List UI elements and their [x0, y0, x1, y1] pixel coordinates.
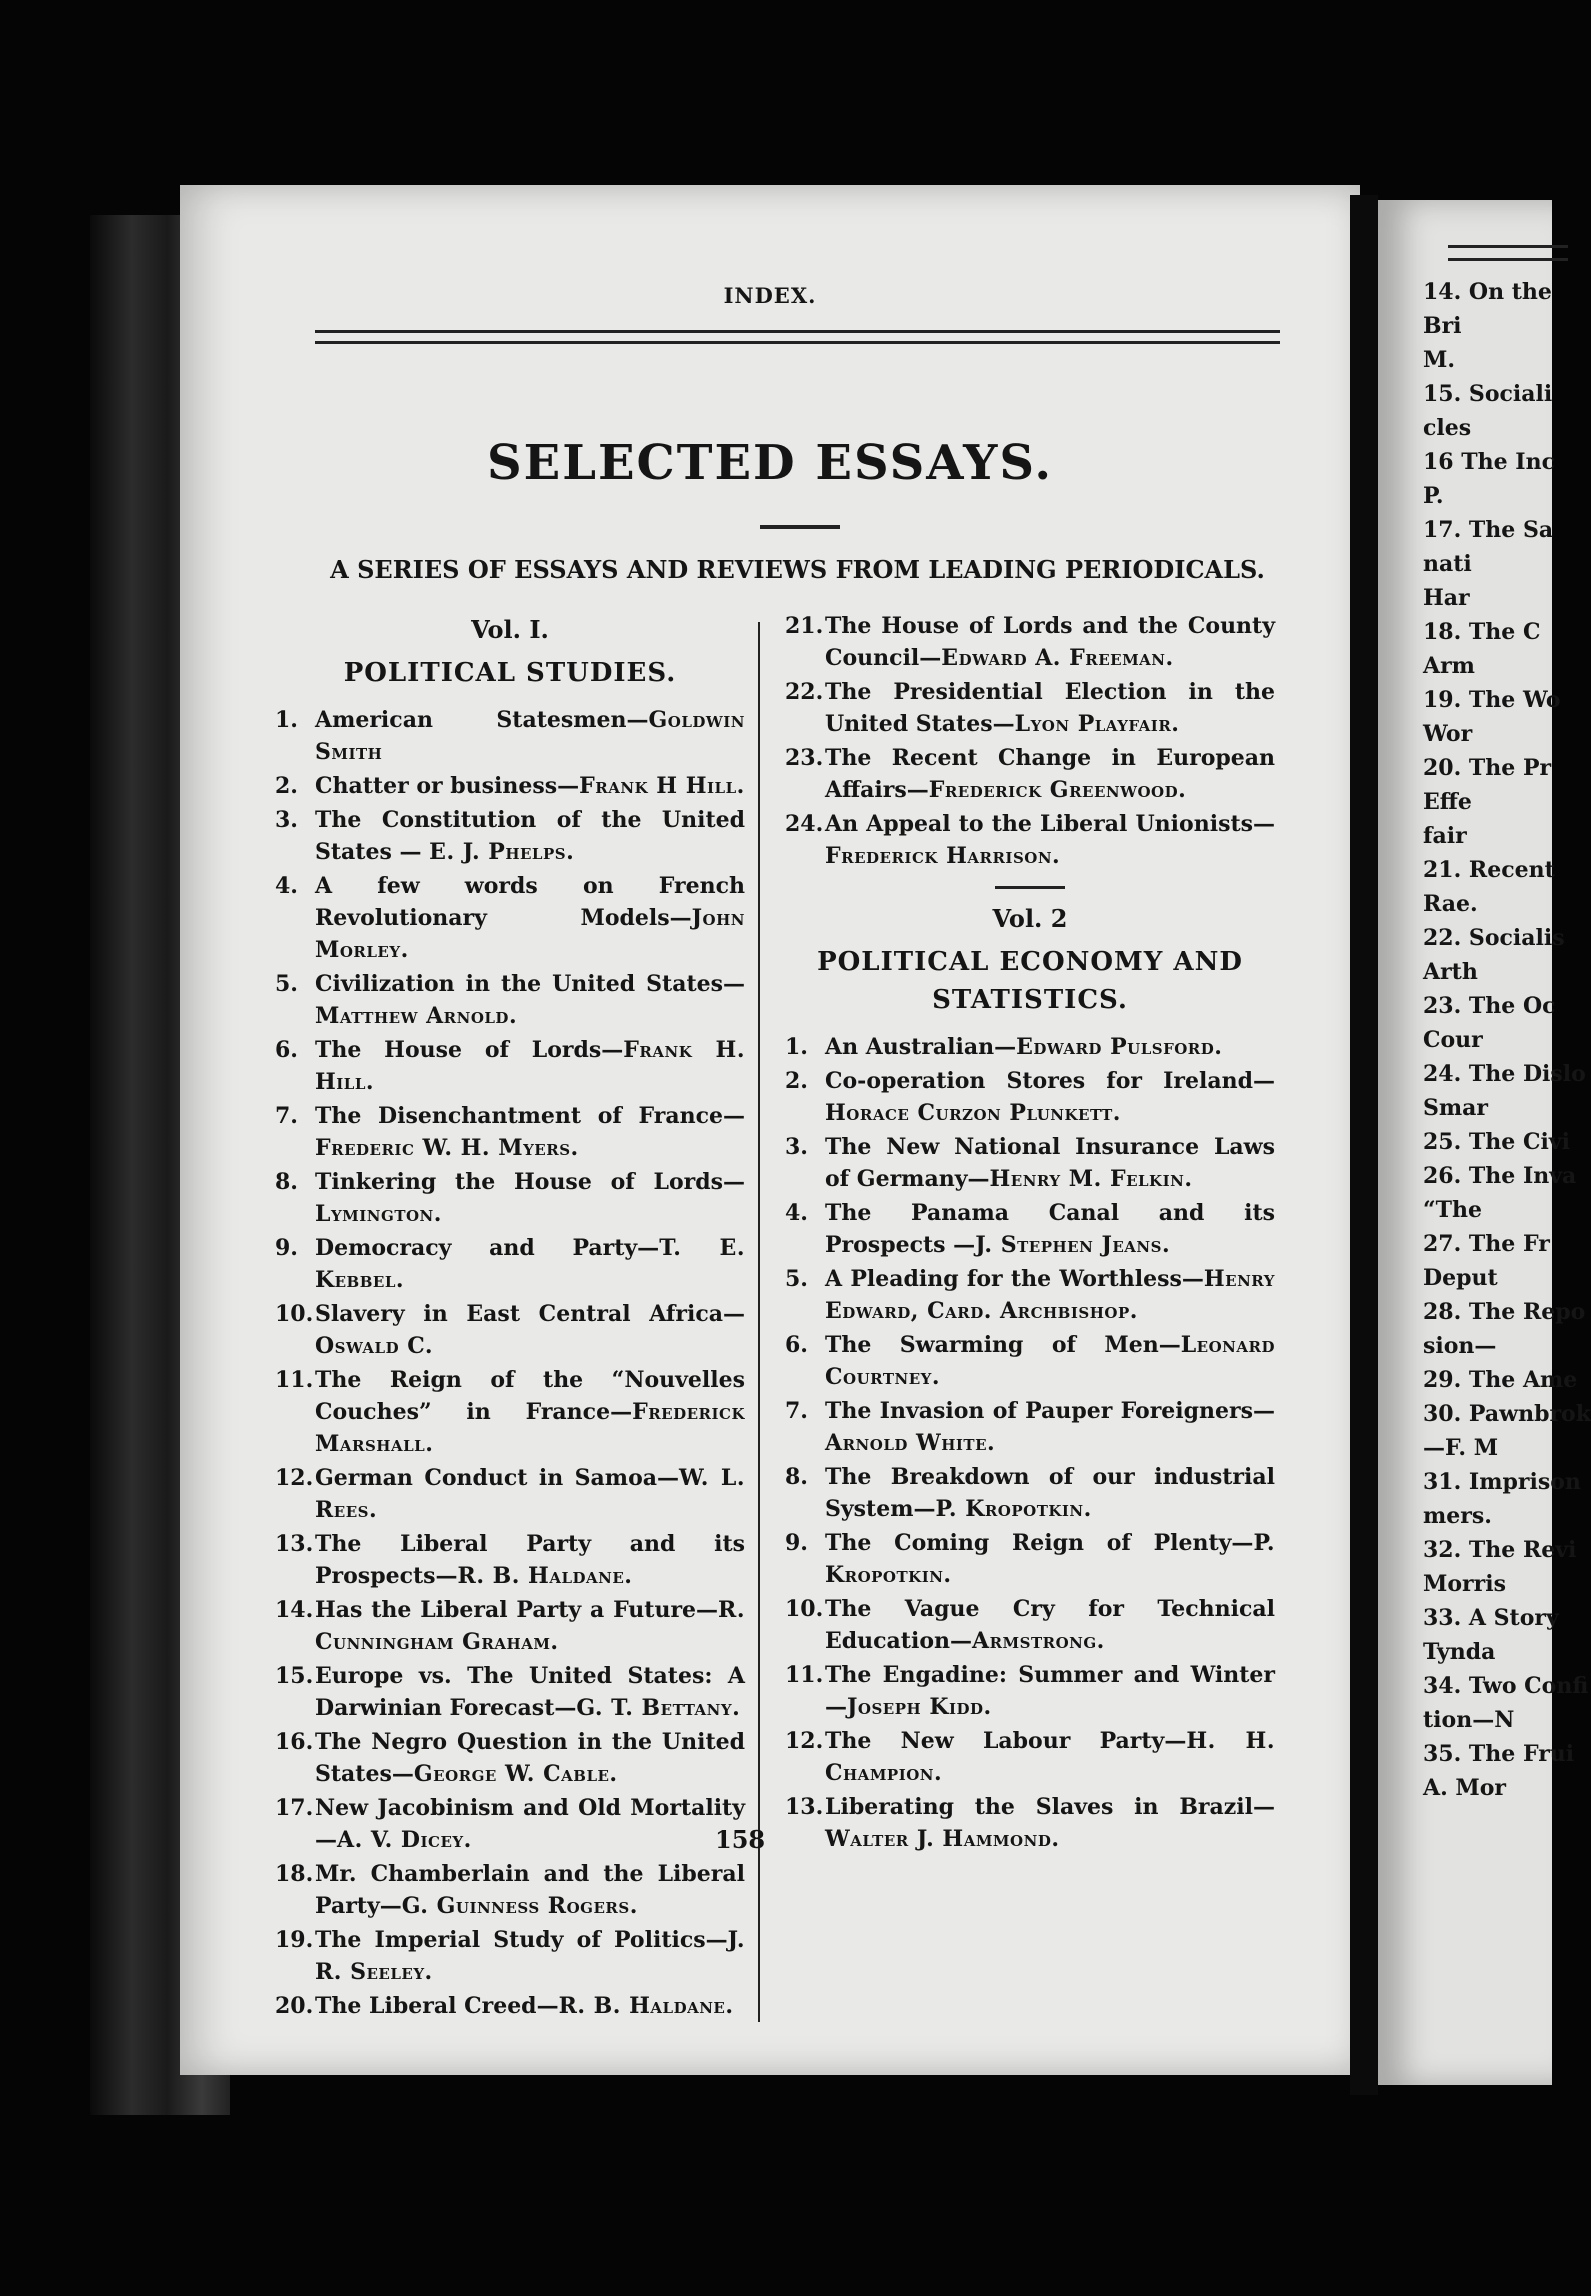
essay-author: Frederick Harrison. — [825, 843, 1061, 869]
essay-author: Frederick Greenwood. — [928, 777, 1187, 803]
facing-page-line: P. — [1423, 483, 1444, 509]
essay-entry — [785, 1031, 1275, 1063]
essay-number: 3. — [275, 807, 298, 833]
essay-number: 11. — [785, 1662, 824, 1688]
essay-number: 1. — [275, 707, 298, 733]
section-heading: POLITICAL ECONOMY AND STATISTICS. — [817, 947, 1243, 1015]
essay-author: Matthew Arnold. — [315, 1003, 518, 1029]
essay-entry — [275, 1858, 745, 1922]
essay-title: The House of Lords and the County Council— — [825, 613, 1275, 671]
facing-page-line: Tynda — [1423, 1639, 1496, 1665]
facing-page-line: Wor — [1423, 721, 1473, 747]
essay-title: The Swarming of Men— — [825, 1332, 1181, 1358]
essay-number: 9. — [785, 1530, 808, 1556]
essay-title: The Imperial Study of Politics— — [315, 1927, 728, 1953]
essay-entry — [785, 808, 1275, 872]
essay-author: Edward Pulsford. — [1016, 1034, 1223, 1060]
volume-label: Vol. 2 — [992, 904, 1068, 933]
essay-title: The Coming Reign of Plenty— — [825, 1530, 1254, 1556]
facing-page-line: —F. M — [1423, 1435, 1499, 1461]
facing-page-line: 15. Sociali — [1423, 381, 1553, 407]
facing-page-line: 29. The Ame — [1423, 1367, 1578, 1393]
essay-author: Armstrong. — [972, 1628, 1105, 1654]
essay-title: The House of Lords— — [315, 1037, 624, 1063]
essay-title: Chatter or business— — [315, 773, 580, 799]
essay-author: J. R. Seeley. — [315, 1927, 745, 1985]
essay-author: Henry M. Felkin. — [989, 1166, 1193, 1192]
essay-number: 8. — [785, 1464, 808, 1490]
essay-author: R. B. Haldane. — [558, 1993, 734, 2019]
essay-number: 18. — [275, 1861, 314, 1887]
essay-author: G. T. Bettany. — [576, 1695, 741, 1721]
essay-title: American Statesmen— — [315, 707, 649, 733]
essay-title: Civilization in the United States— — [315, 971, 745, 997]
essay-entry — [275, 1726, 745, 1790]
essay-number: 3. — [785, 1134, 808, 1160]
essay-title: Democracy and Party— — [315, 1235, 660, 1261]
essay-entry — [275, 1166, 745, 1230]
facing-page-line: 31. Imprison — [1423, 1469, 1581, 1495]
essay-title: Has the Liberal Party a Future— — [315, 1597, 719, 1623]
facing-page-line: 21. Recent — [1423, 857, 1555, 883]
essay-author: John Morley. — [315, 905, 745, 963]
essay-number: 9. — [275, 1235, 298, 1261]
essay-entry — [275, 1528, 745, 1592]
essay-entry — [275, 1792, 745, 1856]
essay-title: Slavery in East Central Africa— — [315, 1301, 745, 1327]
essay-author: Lyon Playfair. — [1014, 711, 1180, 737]
essay-author: Frank H Hill. — [579, 773, 745, 799]
column-divider — [758, 622, 760, 2022]
volume-label: Vol. I. — [471, 615, 549, 644]
essay-author: G. Guinness Rogers. — [401, 1893, 638, 1919]
essay-title: The Negro Question in the United States— — [315, 1729, 745, 1787]
essay-number: 13. — [785, 1794, 824, 1820]
facing-page-line: 14. On the — [1423, 279, 1552, 305]
book-page-right-cropped — [1378, 200, 1591, 2085]
essay-number: 19. — [275, 1927, 314, 1953]
essay-entry — [275, 1232, 745, 1296]
essay-title: The New National Insurance Laws of Germany— — [825, 1134, 1275, 1192]
essay-number: 17. — [275, 1795, 314, 1821]
facing-page-line: 18. The C — [1423, 619, 1541, 645]
essay-title: The Invasion of Pauper Foreigners— — [825, 1398, 1275, 1424]
essay-entry — [275, 704, 745, 768]
essay-author: Oswald C. — [315, 1333, 434, 1359]
facing-page-line: 24. The Dislo — [1423, 1061, 1586, 1087]
essay-entry — [785, 1461, 1275, 1525]
facing-page-line: Bri — [1423, 313, 1462, 339]
essay-title: A few words on French Revolutionary Models— — [315, 873, 745, 931]
facing-page-line: 16 The Inc — [1423, 449, 1555, 475]
essay-number: 5. — [275, 971, 298, 997]
essay-entry — [785, 1791, 1275, 1855]
essay-number: 10. — [785, 1596, 824, 1622]
facing-page-line: 22. Socialis — [1423, 925, 1565, 951]
essay-author: P. Kropotkin. — [825, 1530, 1275, 1588]
section-heading: POLITICAL STUDIES. — [343, 658, 677, 688]
facing-page-line: 32. The Revi — [1423, 1537, 1577, 1563]
essay-author: P. Kropotkin. — [935, 1496, 1092, 1522]
facing-page-line: 20. The Pr — [1423, 755, 1552, 781]
facing-page-line: 35. The Frui — [1423, 1741, 1575, 1767]
facing-page-line: Smar — [1423, 1095, 1489, 1121]
facing-page-text — [1423, 275, 1591, 1805]
essay-title: The Reign of the “Nouvelles Couches” in France— — [315, 1367, 745, 1425]
title-rule — [760, 525, 840, 529]
facing-page-line: Effe — [1423, 789, 1472, 815]
facing-page-line: Rae. — [1423, 891, 1478, 917]
facing-page-line: Har — [1423, 585, 1470, 611]
facing-page-line: 34. Two Confi — [1423, 1673, 1589, 1699]
essay-author: Henry Edward, Card. Archbishop. — [825, 1266, 1275, 1324]
essay-author: J. Stephen Jeans. — [975, 1232, 1171, 1258]
essay-title: Tinkering the House of Lords— — [315, 1169, 745, 1195]
essay-entry — [275, 1462, 745, 1526]
essay-title: The New Labour Party— — [825, 1728, 1187, 1754]
facing-page-line: 27. The Fr — [1423, 1231, 1550, 1257]
essay-number: 14. — [275, 1597, 314, 1623]
essay-number: 7. — [275, 1103, 298, 1129]
facing-page-line: Morris — [1423, 1571, 1506, 1597]
essay-number: 21. — [785, 613, 824, 639]
essay-entry — [785, 742, 1275, 806]
essay-author: T. E. Kebbel. — [315, 1235, 745, 1293]
book-gutter — [1350, 195, 1378, 2095]
essay-title: The Breakdown of our industrial System— — [825, 1464, 1275, 1522]
essay-entry — [275, 1100, 745, 1164]
essay-entry — [785, 1659, 1275, 1723]
essay-author: Frank H. Hill. — [315, 1037, 745, 1095]
page-title: SELECTED ESSAYS. — [486, 435, 1054, 491]
essay-author: R. B. Haldane. — [457, 1563, 633, 1589]
essay-list-vol2 — [785, 1031, 1275, 1855]
essay-author: Frederick Marshall. — [315, 1399, 745, 1457]
essay-entry — [275, 1298, 745, 1362]
facing-page-line: 26. The Inva — [1423, 1163, 1577, 1189]
essay-number: 8. — [275, 1169, 298, 1195]
essay-number: 23. — [785, 745, 824, 771]
page-number: 158 — [715, 1825, 766, 1854]
essay-author: Edward A. Freeman. — [941, 645, 1174, 671]
facing-page-line: 25. The Civi — [1423, 1129, 1570, 1155]
facing-page-line: Cour — [1423, 1027, 1483, 1053]
facing-page-line: tion—N — [1423, 1707, 1515, 1733]
essay-title: New Jacobinism and Old Mortality— — [315, 1795, 745, 1853]
essay-number: 5. — [785, 1266, 808, 1292]
essay-entry — [275, 770, 745, 802]
essay-title: Europe vs. The United States: A Darwinian Forecast— — [315, 1663, 745, 1721]
essay-number: 15. — [275, 1663, 314, 1689]
facing-page-line: nati — [1423, 551, 1472, 577]
essay-entry — [785, 1593, 1275, 1657]
facing-page-line: mers. — [1423, 1503, 1492, 1529]
book-page-left — [180, 185, 1360, 2075]
facing-page-line: sion— — [1423, 1333, 1497, 1359]
essay-entry — [785, 1395, 1275, 1459]
essay-list-vol1-continued — [785, 610, 1275, 872]
essay-number: 1. — [785, 1034, 808, 1060]
essay-number: 16. — [275, 1729, 314, 1755]
essay-author: Walter J. Hammond. — [825, 1826, 1060, 1852]
facing-page-line: Arth — [1423, 959, 1478, 985]
essay-author: Frederic W. H. Myers. — [315, 1135, 579, 1161]
essay-entry — [785, 1725, 1275, 1789]
essay-title: The Presidential Election in the United States— — [825, 679, 1275, 737]
essay-number: 7. — [785, 1398, 808, 1424]
facing-page-line: M. — [1423, 347, 1456, 373]
series-subtitle: A SERIES OF ESSAYS AND REVIEWS FROM LEADING PERIODICALS. — [330, 555, 1265, 584]
essay-entry — [785, 1263, 1275, 1327]
header-double-rule — [1448, 245, 1568, 261]
facing-page-line: 33. A Story — [1423, 1605, 1559, 1631]
essay-number: 6. — [785, 1332, 808, 1358]
essay-entry — [275, 1660, 745, 1724]
essay-entry — [785, 1197, 1275, 1261]
essay-entry — [275, 968, 745, 1032]
essay-entry — [785, 610, 1275, 674]
facing-page-line: “The — [1423, 1197, 1483, 1223]
essay-number: 2. — [785, 1068, 808, 1094]
essay-entry — [275, 1924, 745, 1988]
essay-entry — [275, 1034, 745, 1098]
facing-page-line: A. Mor — [1423, 1775, 1507, 1801]
essay-list-vol1 — [275, 704, 745, 2022]
essay-number: 11. — [275, 1367, 314, 1393]
essay-number: 24. — [785, 811, 824, 837]
section-rule — [995, 886, 1065, 889]
essay-author: Joseph Kidd. — [847, 1694, 992, 1720]
essay-entry — [275, 1990, 745, 2022]
facing-page-line: Deput — [1423, 1265, 1498, 1291]
essay-title: Liberating the Slaves in Brazil— — [825, 1794, 1275, 1820]
essay-entry — [785, 676, 1275, 740]
essay-entry — [275, 804, 745, 868]
essay-title: German Conduct in Samoa— — [315, 1465, 679, 1491]
essay-author: Leonard Courtney. — [825, 1332, 1275, 1390]
essay-entry — [275, 1594, 745, 1658]
essay-title: The Engadine: Summer and Winter— — [825, 1662, 1275, 1720]
facing-page-line: 19. The Wo — [1423, 687, 1561, 713]
essay-entry — [275, 870, 745, 966]
essay-author: George W. Cable. — [413, 1761, 618, 1787]
facing-page-line: Arm — [1423, 653, 1475, 679]
essay-title: The Constitution of the United States — — [315, 807, 745, 865]
essay-number: 13. — [275, 1531, 314, 1557]
essay-number: 10. — [275, 1301, 314, 1327]
right-column — [785, 610, 1275, 1857]
facing-page-line: 28. The Repo — [1423, 1299, 1586, 1325]
essay-entry — [785, 1329, 1275, 1393]
essay-number: 22. — [785, 679, 824, 705]
essay-author: A. V. Dicey. — [337, 1827, 472, 1853]
facing-page-line: 23. The Oc — [1423, 993, 1556, 1019]
essay-author: R. Cunningham Graham. — [315, 1597, 745, 1655]
essay-author: Horace Curzon Plunkett. — [825, 1100, 1121, 1126]
essay-title: An Appeal to the Liberal Unionists— — [825, 811, 1275, 837]
left-column — [275, 610, 745, 2024]
essay-number: 4. — [275, 873, 298, 899]
essay-number: 12. — [785, 1728, 824, 1754]
essay-title: The Liberal Creed— — [315, 1993, 559, 2019]
essay-author: E. J. Phelps. — [429, 839, 575, 865]
essay-author: Lymington. — [315, 1201, 442, 1227]
essay-entry — [785, 1065, 1275, 1129]
essay-author: Arnold White. — [825, 1430, 996, 1456]
essay-title: The Recent Change in European Affairs— — [825, 745, 1275, 803]
essay-title: Mr. Chamberlain and the Liberal Party— — [315, 1861, 745, 1919]
facing-page-line: cles — [1423, 415, 1472, 441]
header-double-rule — [315, 330, 1280, 344]
facing-page-line: fair — [1423, 823, 1467, 849]
essay-entry — [785, 1131, 1275, 1195]
essay-title: A Pleading for the Worthless— — [825, 1266, 1204, 1292]
facing-page-line: 30. Pawnbrok — [1423, 1401, 1591, 1427]
essay-author: Goldwin Smith — [315, 707, 745, 765]
essay-title: The Panama Canal and its Prospects — — [825, 1200, 1275, 1258]
facing-page-line: 17. The Sa — [1423, 517, 1554, 543]
essay-number: 12. — [275, 1465, 314, 1491]
essay-number: 20. — [275, 1993, 314, 2019]
running-head: INDEX. — [723, 283, 817, 308]
essay-author: W. L. Rees. — [315, 1465, 745, 1523]
essay-title: The Vague Cry for Technical Education— — [825, 1596, 1275, 1654]
essay-title: Co-operation Stores for Ireland— — [825, 1068, 1275, 1094]
essay-title: An Australian— — [825, 1034, 1017, 1060]
essay-title: The Liberal Party and its Prospects— — [315, 1531, 745, 1589]
essay-author: H. H. Champion. — [825, 1728, 1275, 1786]
essay-title: The Disenchantment of France— — [315, 1103, 745, 1129]
essay-entry — [785, 1527, 1275, 1591]
essay-number: 4. — [785, 1200, 808, 1226]
essay-entry — [275, 1364, 745, 1460]
essay-number: 2. — [275, 773, 298, 799]
essay-number: 6. — [275, 1037, 298, 1063]
